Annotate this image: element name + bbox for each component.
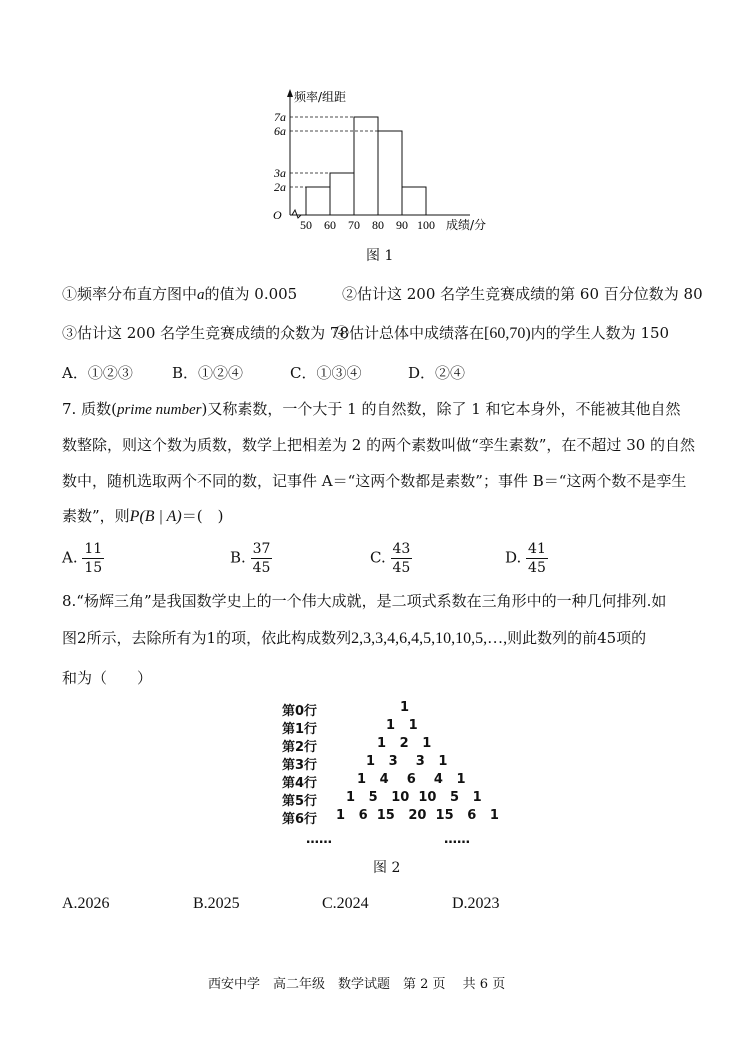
- figure-1-caption: 图 1: [366, 248, 394, 264]
- q7-line-1-rest: )又称素数，一个大于 1 的自然数，除了 1 和它本身外，不能被其他自然: [201, 400, 681, 418]
- statement-4: [334, 322, 669, 343]
- statement-4-text: ④估计总体中成绩落在: [334, 324, 485, 342]
- y-axis-label: 频率/组距: [294, 90, 347, 104]
- histogram-bar-50-60: [306, 187, 330, 215]
- statement-4-interval: [60,70): [484, 325, 531, 342]
- statement-1-var: a: [197, 287, 205, 303]
- statement-1-rest: 的值为 0.005: [204, 285, 298, 303]
- q8-option-d: D.2023: [452, 895, 500, 912]
- q8-sequence: 2,3,3,4,6,4,5,10,10,5,…,: [351, 630, 508, 647]
- y-tick-label-6a: 6a: [274, 124, 286, 138]
- statement-3: ③估计这 200 名学生竞赛成绩的众数为 78: [62, 324, 350, 342]
- histogram-bar-90-100: [402, 187, 426, 215]
- q8-option-b: B.2025: [193, 895, 240, 912]
- q7-option-b-letter: B.: [230, 548, 246, 567]
- q7-prefix: 7. 质数(: [62, 400, 117, 418]
- y-tick-label-2a: 2a: [274, 180, 286, 194]
- q7-line-4: [62, 505, 223, 526]
- page-footer: 西安中学 高二年级 数学试题 第 2 页 共 6 页: [208, 977, 506, 992]
- histogram-bar-60-70: [330, 173, 354, 215]
- q7-option-b-den: 45: [252, 560, 271, 576]
- q7-expression: P(B | A): [129, 508, 182, 525]
- q7-line-4-end: ＝( ): [181, 507, 224, 525]
- triangle-row-values: 1 6 15 20 15 6 1: [336, 808, 499, 823]
- q7-option-d: [505, 540, 548, 577]
- triangle-row-values: 1 4 6 4 1: [357, 772, 466, 787]
- origin-label: O: [273, 208, 282, 222]
- q6-option-b: B．①②④: [172, 364, 244, 382]
- statement-4-rest: 内的学生人数为 150: [530, 324, 670, 342]
- q7-option-d-num: 41: [528, 541, 546, 557]
- triangle-dots-right: ……: [444, 832, 470, 847]
- x-tick-label-70: 70: [348, 218, 360, 232]
- q8-line-3: 和为（ ）: [62, 669, 153, 687]
- triangle-row-label: 第0行: [282, 704, 318, 719]
- triangle-row-values: 1 3 3 1: [366, 754, 448, 769]
- q7-option-d-letter: D.: [505, 548, 522, 567]
- x-tick-label-60: 60: [324, 218, 336, 232]
- q8-line-1: 8.“杨辉三角”是我国数学史上的一个伟大成就，是二项式系数在三角形中的一种几何排列.如: [62, 592, 667, 610]
- triangle-row-label: 第2行: [282, 740, 318, 755]
- triangle-dots-left: ……: [306, 832, 332, 847]
- triangle-row-values: 1 1: [386, 718, 418, 733]
- triangle-row-values: 1 5 10 10 5 1: [346, 790, 482, 805]
- x-tick-label-50: 50: [300, 218, 312, 232]
- triangle-row-label: 第6行: [282, 812, 318, 827]
- q7-term: prime number: [116, 402, 202, 418]
- yanghui-triangle: [282, 700, 499, 850]
- q7-option-c-den: 45: [392, 560, 411, 576]
- q6-option-d: D．②④: [408, 364, 466, 382]
- statement-1: [62, 283, 297, 304]
- triangle-row-label: 第3行: [282, 758, 318, 773]
- q7-option-b: [230, 540, 272, 577]
- q8-option-c: C.2024: [322, 895, 369, 912]
- q7-line-3: 数中，随机选取两个不同的数，记事件 A＝“这两个数都是素数”；事件 B＝“这两个数不是孪生: [62, 472, 687, 490]
- x-tick-label-100: 100: [417, 218, 435, 232]
- axis-break-mark: [292, 210, 301, 218]
- triangle-row-label: 第4行: [282, 776, 318, 791]
- q6-option-a: A．①②③: [62, 364, 133, 382]
- q8-option-a: A.2026: [62, 895, 110, 912]
- y-tick-label-3a: 3a: [274, 166, 286, 180]
- triangle-row-label: 第5行: [282, 794, 318, 809]
- x-tick-label-90: 90: [396, 218, 408, 232]
- q7-option-a-num: 11: [84, 541, 103, 557]
- q7-option-b-fraction: [251, 540, 273, 577]
- q7-option-b-num: 37: [252, 541, 271, 557]
- statement-2: ②估计这 200 名学生竞赛成绩的第 60 百分位数为 80: [342, 285, 703, 303]
- statement-1-text: ①频率分布直方图中: [62, 285, 198, 303]
- q7-option-c: [370, 540, 412, 577]
- q7-option-a: [62, 540, 104, 577]
- q8-line-2-rest: 则此数列的前45项的: [507, 629, 647, 647]
- q7-option-d-fraction: [526, 540, 548, 577]
- triangle-row-label: 第1行: [282, 722, 318, 737]
- q7-option-a-fraction: [82, 540, 104, 577]
- figure-2-caption: 图 2: [373, 860, 401, 876]
- q7-line-2: 数整除，则这个数为质数，数学上把相差为 2 的两个素数叫做“孪生素数”，在不超过 30 的自然: [62, 436, 696, 454]
- q7-option-c-letter: C.: [370, 548, 386, 567]
- q8-line-2-text: 图2所示，去除所有为1的项，依此构成数列: [62, 629, 352, 647]
- histogram-bar-80-90: [378, 131, 402, 215]
- triangle-row-values: 1 2 1: [377, 736, 432, 751]
- frequency-histogram: [250, 85, 510, 235]
- q7-line-1: [62, 398, 681, 419]
- q7-option-c-num: 43: [392, 541, 411, 557]
- q7-option-c-fraction: [391, 540, 413, 577]
- q7-line-4-text: 素数”，则: [62, 507, 130, 525]
- x-axis-label: 成绩/分: [446, 218, 487, 232]
- y-tick-label-7a: 7a: [274, 110, 286, 124]
- y-axis-arrow: [287, 89, 293, 97]
- triangle-row-values: 1: [400, 700, 410, 715]
- q6-option-c: C．①③④: [290, 364, 362, 382]
- q8-line-2: [62, 627, 646, 648]
- q7-option-a-den: 15: [84, 560, 103, 576]
- histogram-bar-70-80: [354, 117, 378, 215]
- x-tick-label-80: 80: [372, 218, 384, 232]
- q7-option-d-den: 45: [528, 560, 546, 576]
- q7-option-a-letter: A.: [62, 548, 78, 567]
